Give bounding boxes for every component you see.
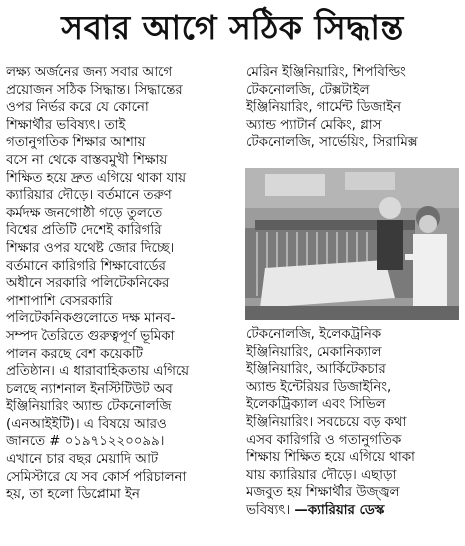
body-line: প্রতিষ্ঠান। এ ধারাবাহিকতায় এগিয়ে <box>6 364 190 380</box>
last-line <box>246 502 460 520</box>
body-line: ইঞ্জিনিয়ারিং। সবচেয়ে বড় কথা <box>246 414 407 430</box>
body-line: বর্তমানে কারিগরি শিক্ষাবোর্ডের <box>6 258 166 274</box>
body-line: শিক্ষার ওপর যথেষ্ট জোর দিচ্ছে। <box>6 240 175 256</box>
body-line: এখানে চার বছর মেয়াদি আট <box>6 452 159 468</box>
body-line: পলিটেকনিকগুলোতে দক্ষ মানব- <box>6 311 176 327</box>
body-line: জানতে # ০১৯৭১২২০০৯৯। <box>6 434 165 450</box>
body-line: শিক্ষিত হয়ে দ্রুত এগিয়ে থাকা যায় <box>6 170 186 186</box>
body-line: শিক্ষার্থীর ভবিষ্যৎ। তাই <box>6 117 126 133</box>
body-line: লক্ষ্য অর্জনের জন্য সবার আগে <box>6 65 173 80</box>
body-line: কর্মদক্ষ জনগোষ্ঠী গড়ে তুলতে <box>6 205 163 221</box>
body-line: ইঞ্জিনিয়ারিং, আর্কিটেকচার <box>246 362 386 378</box>
workshop-photo-illustration <box>245 168 459 320</box>
body-line: সেমিস্টারে যে সব কোর্স পরিচালনা <box>6 469 187 485</box>
last-line-text: ভবিষ্যৎ। <box>246 502 295 518</box>
body-line: অধীনে সরকারি পলিটেকনিকের <box>6 276 170 292</box>
body-line: পালন করছে বেশ কয়েকটি <box>6 346 143 362</box>
body-line: (এনআইইটি)। এ বিষয়ে আরও <box>6 416 167 432</box>
author-signature: —ক্যারিয়ার ডেস্ক <box>294 502 385 518</box>
body-line: অ্যান্ড প্যাটার্ন মেকিং, গ্লাস <box>246 117 382 133</box>
body-line: টেকনোলজি, ইলেকট্রনিক <box>246 327 382 342</box>
body-line: মজবুত হয় শিক্ষার্থীর উজ্জ্বল <box>246 485 400 501</box>
right-column-bottom <box>246 326 460 520</box>
body-line: বিশ্বের প্রতিটি দেশেই কারিগরি <box>6 223 162 239</box>
body-line: সম্পদ তৈরিতে গুরুত্বপূর্ণ ভূমিকা <box>6 328 175 344</box>
body-line: ক্যারিয়ার দৌড়ে। বর্তমানে তরুণ <box>6 188 172 204</box>
body-line: ওপর নির্ভর করে যে কোনো <box>6 100 149 116</box>
body-line: শিক্ষায় শিক্ষিত হয়ে এগিয়ে থাকা <box>246 450 415 466</box>
body-line: বসে না থেকে বাস্তবমুখী শিক্ষায় <box>6 152 168 168</box>
body-line: টেকনোলজি, সার্ভেয়িং, সিরামিক্স <box>246 135 418 151</box>
body-line: হয়, তা হলো ডিপ্লোমা ইন <box>6 487 140 503</box>
body-line: ইঞ্জিনিয়ারিং, মেকানিক্যাল <box>246 344 382 360</box>
body-line: যায় ক্যারিয়ার দৌড়ে। এছাড়া <box>246 467 397 483</box>
body-line: টেকনোলজি, টেক্সটাইল <box>246 82 370 98</box>
body-line: চলছে ন্যাশনাল ইনস্টিটিউট অব <box>6 381 173 397</box>
body-line: এসব কারিগরি ও গতানুগতিক <box>246 432 402 448</box>
body-line: ইঞ্জিনিয়ারিং অ্যান্ড টেকনোলজি <box>6 399 172 415</box>
body-line: অ্যান্ড ইন্টেরিয়র ডিজাইনিং, <box>246 379 392 395</box>
body-line: পাশাপাশি বেসরকারি <box>6 293 113 309</box>
right-column-top <box>246 64 460 152</box>
body-line: ইঞ্জিনিয়ারিং, গার্মেন্ট ডিজাইন <box>246 100 401 116</box>
headline: সবার আগে সঠিক সিদ্ধান্ত <box>61 8 404 47</box>
body-line: গতানুগতিক শিক্ষার আশায় <box>6 135 146 151</box>
body-line: মেরিন ইঞ্জিনিয়ারিং, শিপবিল্ডিং <box>246 65 406 80</box>
left-column <box>6 64 232 504</box>
body-line: প্রয়োজন সঠিক সিদ্ধান্ত। সিদ্ধান্তের <box>6 82 183 98</box>
body-line: ইলেকট্রিক্যাল এবং সিভিল <box>246 397 386 413</box>
article-photo <box>245 168 459 320</box>
